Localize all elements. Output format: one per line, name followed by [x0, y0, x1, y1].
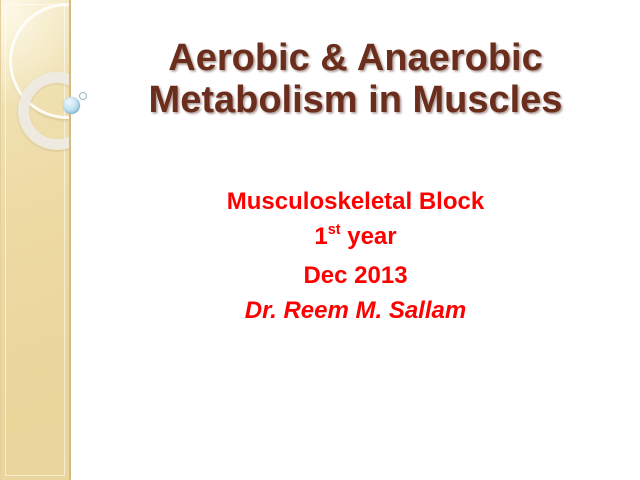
subtitle-author: Dr. Reem M. Sallam — [244, 297, 467, 324]
slide-subtitle — [71, 184, 640, 328]
subtitle-course: Musculoskeletal Block — [226, 188, 485, 215]
small-bubble-outline-decoration — [79, 92, 87, 100]
slide-title — [71, 37, 640, 121]
year-word: year — [340, 223, 397, 250]
subtitle-year — [71, 219, 640, 258]
year-number: 1 — [314, 223, 328, 250]
bubble-decoration — [63, 97, 80, 114]
title-line-2: Metabolism in Muscles — [148, 79, 563, 121]
decorative-strip — [0, 0, 71, 480]
subtitle-date: Dec 2013 — [303, 262, 408, 289]
year-ordinal-superscript: st — [327, 221, 341, 238]
title-line-1: Aerobic & Anaerobic — [168, 37, 543, 79]
